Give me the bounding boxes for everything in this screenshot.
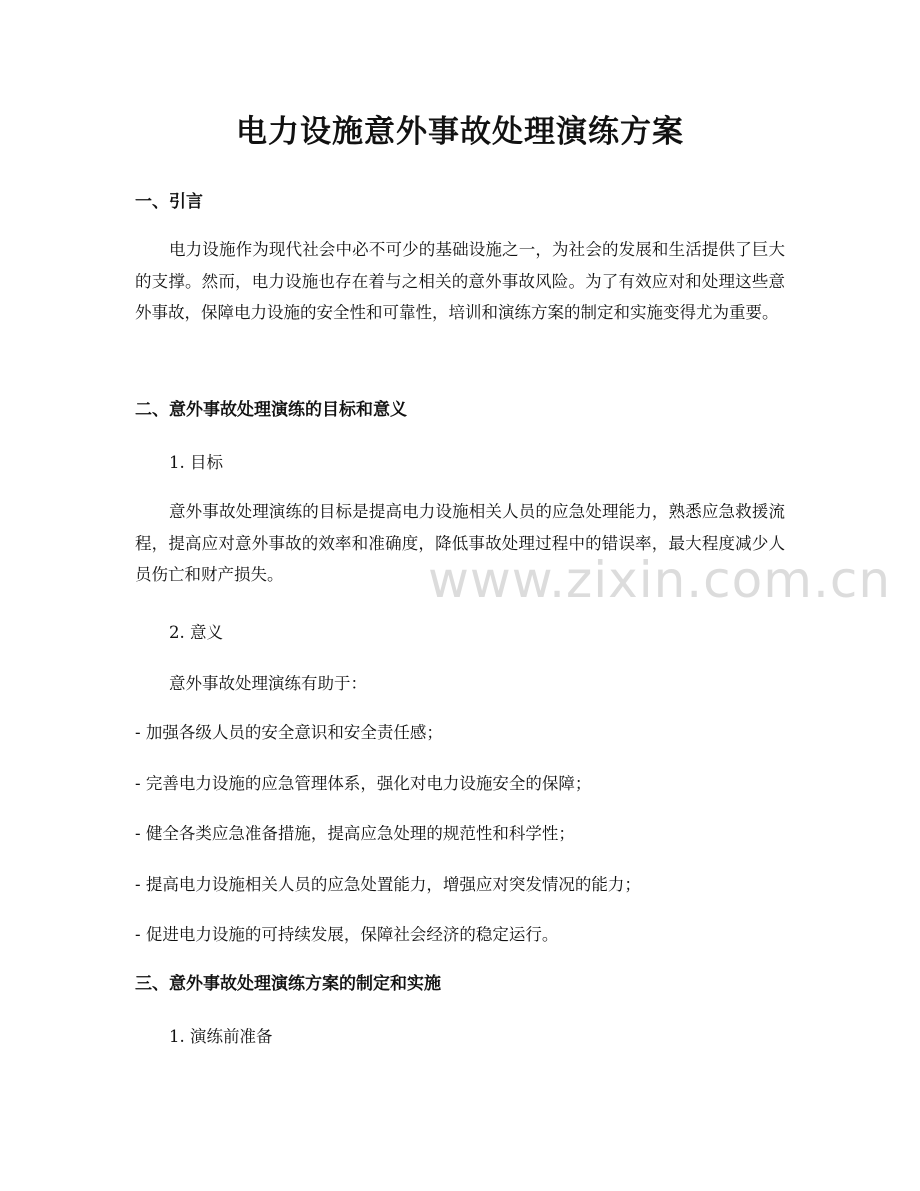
document-title: 电力设施意外事故处理演练方案 — [236, 114, 684, 150]
significance-bullet-4: - 提高电力设施相关人员的应急处置能力，增强应对突发情况的能力； — [135, 875, 641, 894]
watermark-text: www.zixin.com.cn — [428, 551, 892, 609]
significance-intro: 意外事故处理演练有助于： — [169, 674, 367, 693]
section-heading-goals-significance: 二、意外事故处理演练的目标和意义 — [135, 400, 407, 420]
subsection-label-significance: 2. 意义 — [169, 623, 223, 642]
significance-bullet-3: - 健全各类应急准备措施，提高应急处理的规范性和科学性； — [135, 824, 575, 843]
introduction-paragraph: 电力设施作为现代社会中必不可少的基础设施之一，为社会的发展和生活提供了巨大的支撑。然而，电力设施也存在着与之相关的意外事故风险。为了有效应对和处理这些意外事故，保障电力设施的安全性和可靠性，培训和演练方案的制定和实施变得尤为重要。 — [135, 240, 785, 322]
significance-bullet-1: - 加强各级人员的安全意识和安全责任感； — [135, 723, 443, 742]
section-heading-plan-implementation: 三、意外事故处理演练方案的制定和实施 — [135, 974, 441, 994]
subsection-label-goals: 1. 目标 — [169, 453, 223, 472]
significance-bullet-2: - 完善电力设施的应急管理体系，强化对电力设施安全的保障； — [135, 774, 592, 793]
significance-bullet-5: - 促进电力设施的可持续发展，保障社会经济的稳定运行。 — [135, 925, 559, 944]
goals-paragraph: 意外事故处理演练的目标是提高电力设施相关人员的应急处理能力，熟悉应急救援流程，提高应对意外事故的效率和准确度，降低事故处理过程中的错误率，最大程度减少人员伤亡和财产损失。 — [135, 502, 785, 584]
subsection-label-preparation: 1. 演练前准备 — [169, 1027, 273, 1046]
section-heading-introduction: 一、引言 — [135, 192, 203, 212]
